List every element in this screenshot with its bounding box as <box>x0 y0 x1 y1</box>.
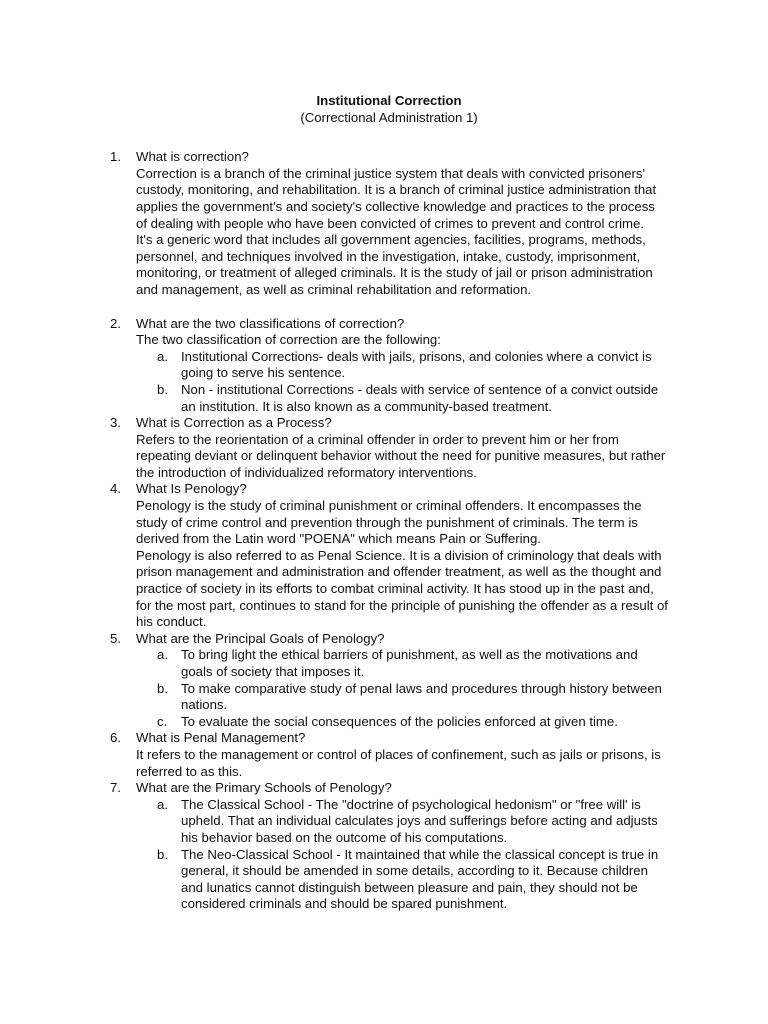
answer-paragraph: It's a generic word that includes all government agencies, facilities, programs, methods, personnel, and techniques involved in the investigation, intake, custody, imprisonment, monitoring, or treatment of alleged criminals. It is the study of jail or prison administration and management, as well as criminal rehabilitation and reformation. <box>136 232 653 297</box>
sub-item <box>157 382 668 415</box>
sub-item-text: To bring light the ethical barriers of punishment, as well as the motivations and goals of society that imposes it. <box>181 647 638 679</box>
question-item <box>110 780 668 913</box>
question-number: 2. <box>110 315 121 331</box>
question-text: What is correction? <box>136 149 249 165</box>
question-number: 7. <box>110 780 121 796</box>
answer-paragraph: Penology is the study of criminal punishment or criminal offenders. It encompasses the study of crime control and prevention through the punishment of criminals. The term is derived from the Latin word "POENA" which means Pain or Suffering. <box>136 498 642 547</box>
question-text: What is Correction as a Process? <box>136 415 332 431</box>
sub-item-letter: b. <box>157 846 168 862</box>
answer-paragraph: Correction is a branch of the criminal justice system that deals with convicted prisoners' custody, monitoring, and rehabilitation. It is a branch of criminal justice administration that applies the government's and society's collective knowledge and practices to the process of dealing with people who have been convicted of crimes to prevent and control crime. <box>136 165 657 231</box>
sub-item-text: The Classical School - The "doctrine of psychological hedonism" or "free will' is upheld. That an individual calculates joys and sufferings before acting and adjusts his behavior based on the outcome of his computations. <box>181 796 658 845</box>
question-item <box>110 631 668 731</box>
answer-paragraph: Refers to the reorientation of a criminal offender in order to prevent him or her from repeating deviant or delinquent behavior without the need for punitive measures, but rather the introduction of individualized reformatory interventions. <box>136 431 666 480</box>
sub-list <box>136 349 668 415</box>
question-item <box>110 481 668 630</box>
sub-item <box>157 681 668 714</box>
question-item <box>110 415 668 481</box>
document-title: Institutional Correction <box>316 93 462 108</box>
sub-list <box>136 797 668 913</box>
sub-item <box>157 714 668 731</box>
answer-paragraph: It refers to the management or control of places of confinement, such as jails or prisons, is referred to as this. <box>136 746 661 779</box>
question-number: 6. <box>110 730 121 746</box>
sub-item-text: To make comparative study of penal laws and procedures through history between nations. <box>181 680 662 713</box>
sub-item-text: The Neo-Classical School - It maintained that while the classical concept is true in general, it should be amended in some details, according to it. Because children and lunatics cannot distinguish between pleasure and pain, they should not be considered criminals and should be spared punishment. <box>181 846 659 912</box>
question-number: 3. <box>110 415 121 431</box>
question-item <box>110 730 668 780</box>
sub-item-text: Non - institutional Corrections - deals with service of sentence of a convict outside an institution. It is also known as a community-based treatment. <box>181 381 659 414</box>
sub-item-letter: a. <box>157 647 168 663</box>
answer-paragraph: The two classification of correction are the following: <box>136 332 441 348</box>
sub-item <box>157 847 668 913</box>
question-number: 5. <box>110 630 121 646</box>
sub-list <box>136 647 668 730</box>
question-item <box>110 316 668 416</box>
sub-item-letter: a. <box>157 348 168 364</box>
question-text: What is Penal Management? <box>136 730 306 746</box>
sub-item-text: To evaluate the social consequences of the policies enforced at given time. <box>181 713 618 729</box>
sub-item <box>157 349 668 382</box>
question-text: What are the Primary Schools of Penology? <box>136 780 392 796</box>
sub-item-letter: a. <box>157 796 168 812</box>
sub-item-letter: b. <box>157 381 168 397</box>
sub-item-text: Institutional Corrections- deals with jails, prisons, and colonies where a convict is going to serve his sentence. <box>181 348 652 381</box>
sub-item-letter: c. <box>157 713 168 729</box>
answer-paragraph: Penology is also referred to as Penal Science. It is a division of criminology that deals with prison management and administration and offender treatment, as well as the thought and practice of society in its efforts to combat criminal activity. It has stood up in the past and, for the most part, continues to stand for the principle of punishing the offender as a result of his conduct. <box>136 547 668 630</box>
question-text: What are the two classifications of correction? <box>136 315 405 331</box>
sub-item-letter: b. <box>157 680 168 696</box>
question-number: 1. <box>110 149 121 165</box>
document-subtitle: (Correctional Administration 1) <box>300 109 478 125</box>
question-text: What Is Penology? <box>136 481 247 497</box>
sub-item <box>157 797 668 847</box>
question-number: 4. <box>110 481 121 497</box>
question-item <box>110 149 668 298</box>
question-list <box>110 149 668 913</box>
sub-item <box>157 647 668 680</box>
question-text: What are the Principal Goals of Penology? <box>136 630 385 646</box>
